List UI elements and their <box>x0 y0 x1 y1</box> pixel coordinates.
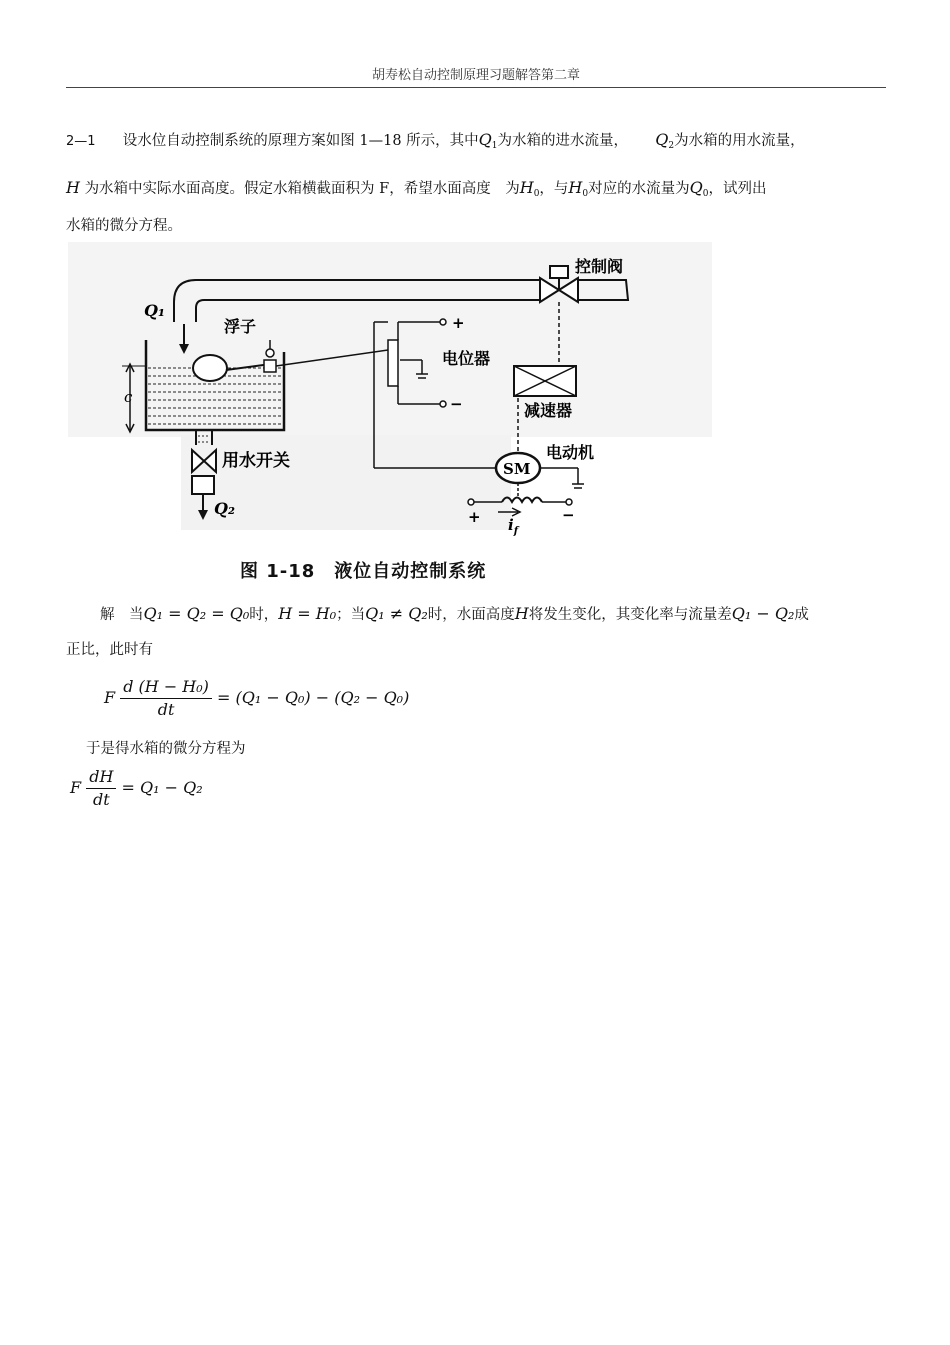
label-plus: + <box>452 314 465 332</box>
problem-text-1c: 为水箱的用水流量， <box>674 133 805 149</box>
q0-symbol: $Q_0$ <box>689 178 709 199</box>
h0-symbol: $H_0$ <box>519 178 540 199</box>
float-pivot <box>264 360 276 372</box>
label-q1: Q₁ <box>144 301 165 320</box>
solution-text-1d: 时，水面高度 <box>427 607 515 623</box>
problem-text-1b: 为水箱的进水流量， <box>497 133 629 149</box>
label-sm: SM <box>503 460 531 478</box>
label-control-valve: 控制阀 <box>575 257 624 276</box>
problem-text-2c: 对应的水流量为 <box>588 181 690 197</box>
figure-liquid-level-control <box>66 240 716 585</box>
h-symbol: H <box>66 178 80 197</box>
solution-text-1e: 将发生变化，其变化率与流量差 <box>528 607 732 623</box>
label-switch: 用水开关 <box>222 451 290 471</box>
figure-caption: 图 1-18 液位自动控制系统 <box>240 561 487 582</box>
equation-1 <box>104 676 409 721</box>
label-reducer: 减速器 <box>524 401 573 420</box>
label-potentiometer: 电位器 <box>442 349 491 368</box>
problem-line-3: 水箱的微分方程。 <box>66 218 182 234</box>
solution-eq-b: H = H₀ <box>278 604 337 623</box>
terminal-minus <box>440 401 446 407</box>
potentiometer-body <box>388 340 398 386</box>
eq1-denominator: dt <box>157 700 175 719</box>
solution-eq-d: Q₁ − Q₂ <box>731 604 795 623</box>
q2-symbol: $Q_2$ <box>655 130 675 151</box>
coil-terminal-left <box>468 499 474 505</box>
label-coil-plus: + <box>468 508 481 526</box>
eq2-numerator: dH <box>86 766 116 789</box>
eq1-rhs: = (Q₁ − Q₀) − (Q₂ − Q₀) <box>217 688 410 707</box>
problem-text-2b: ，与 <box>539 181 569 197</box>
q1-symbol: $Q_1$ <box>478 130 498 151</box>
page-header: 胡寿松自动控制原理习题解答第二章 <box>371 68 580 83</box>
terminal-plus <box>440 319 446 325</box>
solution-eq-c: Q₁ ≠ Q₂ <box>365 604 428 623</box>
eq1-fraction <box>120 676 212 721</box>
float-body <box>193 355 227 381</box>
eq1-numerator: d (H − H₀) <box>120 676 212 699</box>
equation-2 <box>70 766 203 811</box>
problem-text-2d: ，试列出 <box>708 181 767 197</box>
solution-text-1a: 解 当 <box>100 607 144 623</box>
solution-text-1b: 时， <box>249 607 279 623</box>
label-q2: Q₂ <box>214 499 235 518</box>
label-float: 浮子 <box>224 317 257 336</box>
solution-line-2: 正比，此时有 <box>66 642 153 658</box>
eq2-denominator: dt <box>92 790 110 809</box>
header-rule <box>66 87 886 88</box>
label-c: c <box>124 388 133 406</box>
outflow-nozzle <box>192 476 214 494</box>
problem-line-1 <box>66 132 805 151</box>
eq2-fraction <box>86 766 116 811</box>
solution-text-1f: 成 <box>794 607 809 623</box>
figure-diagram <box>66 240 716 585</box>
eq2-f: F <box>70 778 82 797</box>
solution-eq-a: Q₁ = Q₂ = Q₀ <box>143 604 250 623</box>
label-minus: − <box>450 395 463 413</box>
label-if: $i_f$ <box>508 516 519 537</box>
eq1-f: F <box>104 688 116 707</box>
solution-h: H <box>514 604 529 623</box>
problem-text-1a: 设水位自动控制系统的原理方案如图 1—18 所示，其中 <box>122 133 479 149</box>
float-pivot-top <box>266 349 274 357</box>
problem-number: 2—1 <box>66 134 96 149</box>
solution-line-1 <box>100 606 809 623</box>
problem-text-2a: 为水箱中实际水面高度。假定水箱横截面积为 F，希望水面高度 为 <box>84 181 520 197</box>
label-coil-minus: − <box>562 506 575 524</box>
h0-symbol-2: $H_0$ <box>568 178 589 199</box>
solution-line-3: 于是得水箱的微分方程为 <box>86 741 246 757</box>
valve-actuator <box>550 266 568 278</box>
solution-text-1c: ；当 <box>336 607 366 623</box>
eq2-rhs: = Q₁ − Q₂ <box>121 778 203 797</box>
problem-line-2 <box>66 180 766 199</box>
label-motor: 电动机 <box>546 443 595 462</box>
coil-terminal-right <box>566 499 572 505</box>
